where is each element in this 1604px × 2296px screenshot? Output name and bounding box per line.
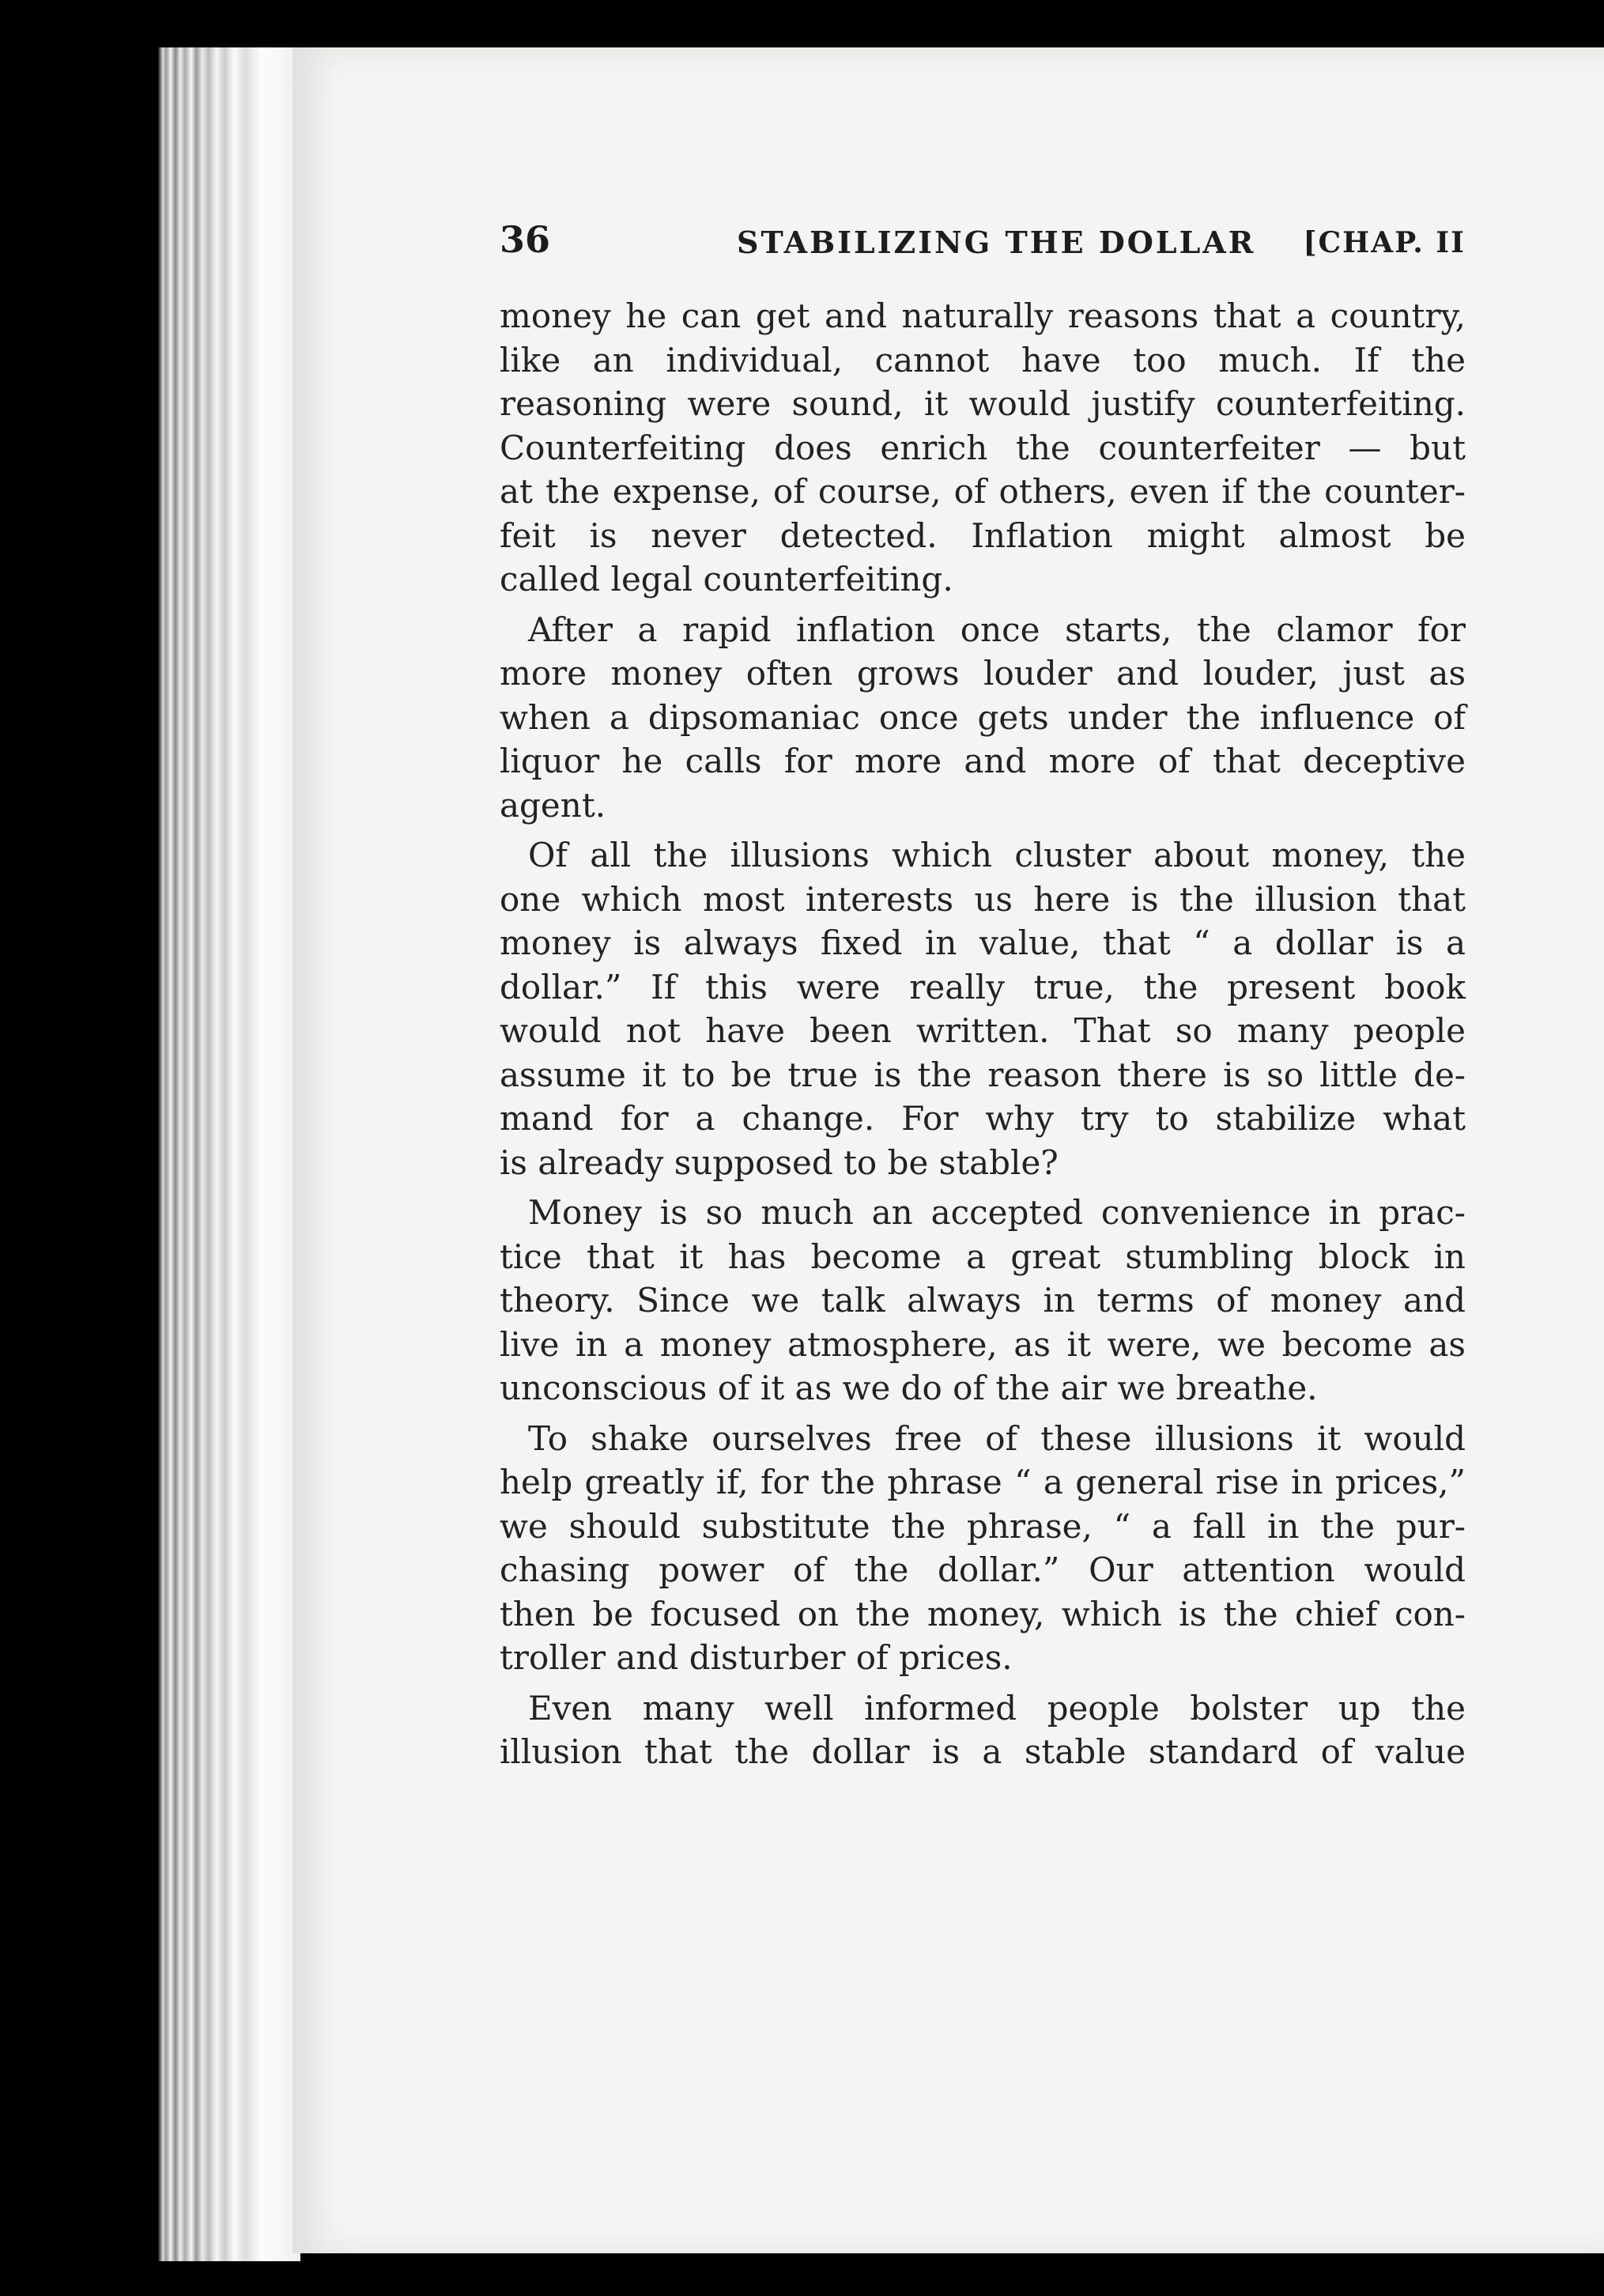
text-line: dollar.” If this were really true, the present book [500,967,1466,1006]
text-line: agent. [500,785,606,825]
text-line: would not have been written. That so many people [500,1011,1466,1050]
text-line: like an individual, cannot have too much. If the [500,340,1466,380]
text-line: live in a money atmosphere, as it were, we become as [500,1324,1466,1364]
paragraph-1 [500,294,1466,602]
text-line: at the expense, of course, of others, even if the counter- [500,472,1466,511]
text-line: To shake ourselves free of these illusions it would [528,1418,1466,1458]
paragraph-5 [500,1417,1466,1680]
chapter-mark: [CHAP. II [1303,226,1466,259]
text-line: then be focused on the money, which is the chief con- [500,1594,1466,1633]
text-line: called legal counterfeiting. [500,560,953,599]
text-line: illusion that the dollar is a stable standard of value [500,1732,1466,1771]
text-line: Even many well informed people bolster up the [528,1688,1466,1728]
text-line: feit is never detected. Inflation might almost be [500,515,1466,555]
text-line: theory. Since we talk always in terms of money and [500,1281,1466,1320]
paragraph-3 [500,833,1466,1184]
page-header [500,218,1466,266]
text-line: assume it to be true is the reason there is so little de- [500,1055,1466,1094]
text-line: one which most interests us here is the illusion that [500,879,1466,919]
text-line: is already supposed to be stable? [500,1142,1059,1182]
text-line: help greatly if, for the phrase “ a general rise in prices,” [500,1463,1466,1501]
text-line: money he can get and naturally reasons that a country, [500,296,1466,335]
text-line: Of all the illusions which cluster about money, the [528,836,1466,874]
text-line: unconscious of it as we do of the air we breathe. [500,1369,1318,1407]
text-line: After a rapid inflation once starts, the clamor for [528,610,1466,649]
text-line: reasoning were sound, it would justify counterfeiting. [500,384,1466,423]
text-line: troller and disturber of prices. [500,1638,1013,1677]
paragraph-2 [500,608,1466,828]
paragraph-4 [500,1191,1466,1410]
text-line: we should substitute the phrase, “ a fall in the pur- [500,1506,1466,1546]
page-number: 36 [500,218,551,261]
text-line: Money is so much an accepted convenience in prac- [528,1193,1466,1232]
text-line: mand for a change. For why try to stabilize what [500,1099,1466,1138]
text-line: Counterfeiting does enrich the counterfeiter — but [500,428,1466,467]
text-line: when a dipsomaniac once gets under the influence of [500,697,1466,737]
text-line: chasing power of the dollar.” Our attention would [500,1550,1466,1589]
paragraph-6 [500,1686,1466,1774]
book-page-edges [158,47,300,2261]
text-line: tice that it has become a great stumbling block in [500,1237,1466,1276]
text-line: liquor he calls for more and more of that deceptive [500,742,1466,780]
body-text [500,294,1466,1774]
text-line: more money often grows louder and louder, just as [500,654,1466,693]
text-line: money is always fixed in value, that “ a dollar is a [500,923,1466,962]
running-title: STABILIZING THE DOLLAR [737,225,1256,260]
